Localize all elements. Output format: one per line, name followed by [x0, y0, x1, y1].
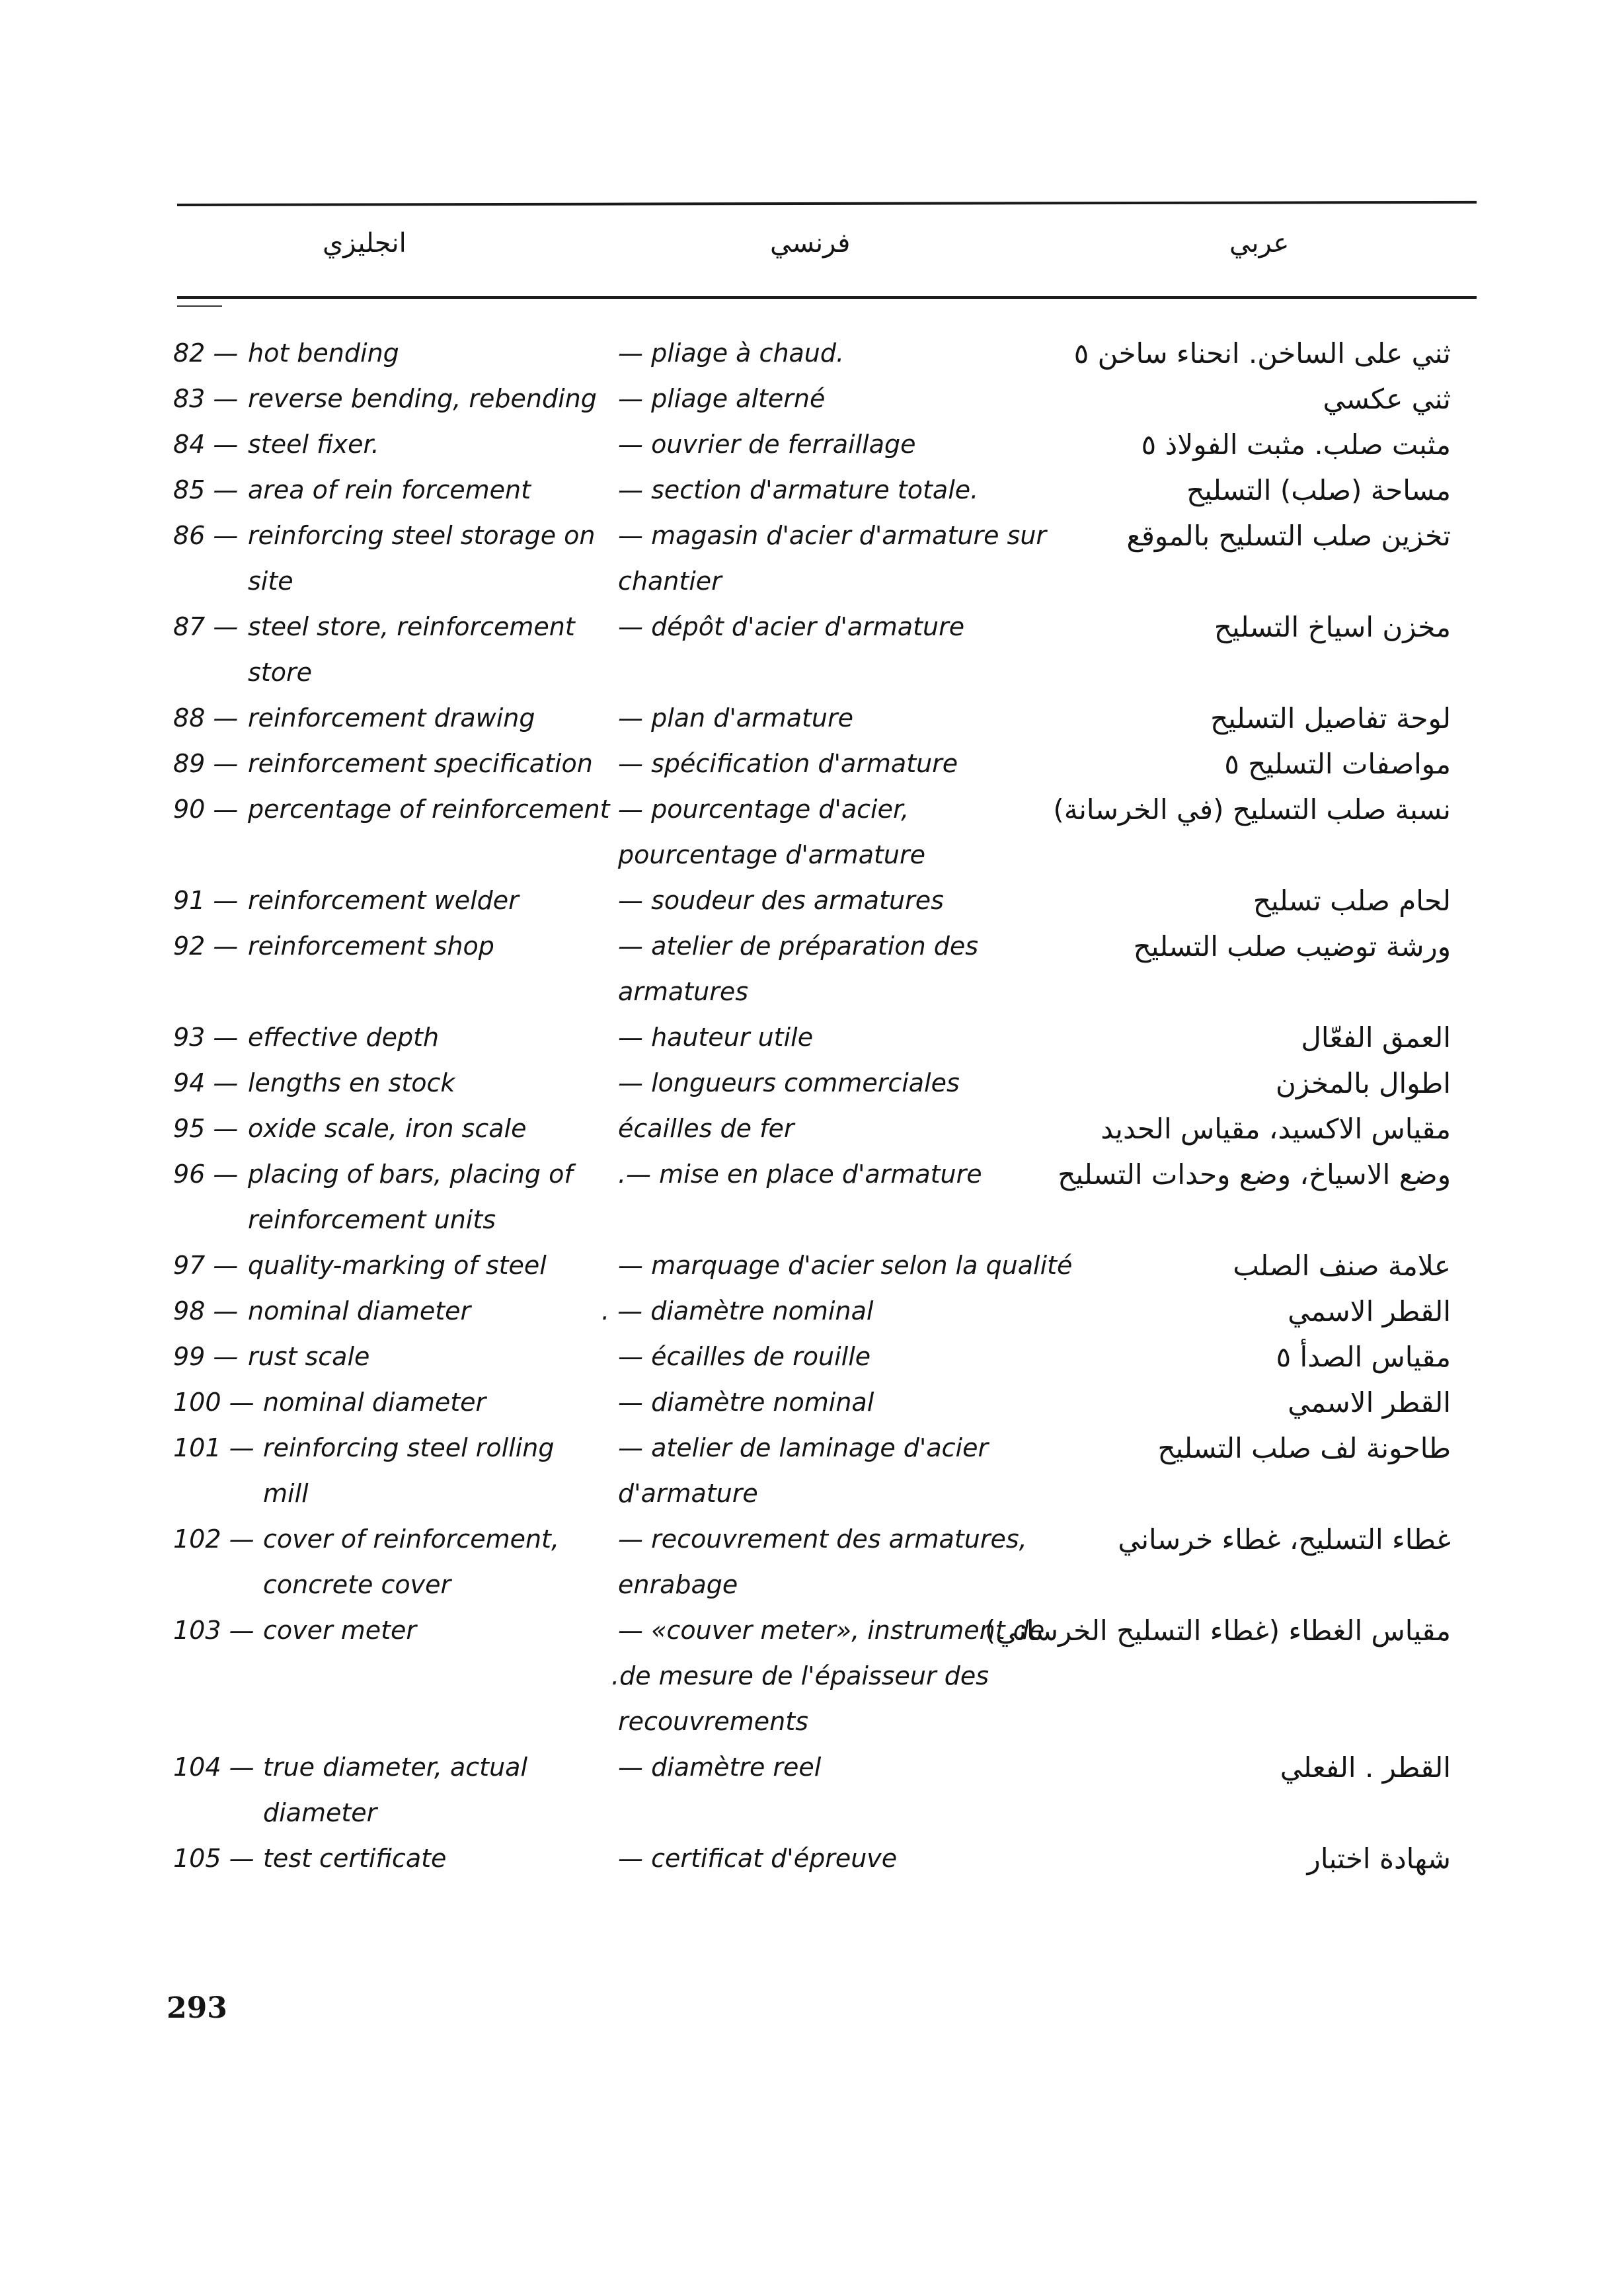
- french-term: — diamètre nominal: [618, 1388, 874, 1417]
- french-term: — certificat d'épreuve: [618, 1844, 898, 1873]
- header-rule: [177, 296, 1477, 299]
- table-row: [0, 513, 1624, 596]
- arabic-term: مقياس الغطاء (غطاء التسليح الخرساني): [984, 1614, 1451, 1647]
- table-row: [0, 1745, 1624, 1827]
- french-term-continued: recouvrements: [618, 1707, 808, 1736]
- english-term: hot bending: [248, 338, 399, 368]
- french-term: — diamètre reel: [618, 1753, 822, 1782]
- table-row: [0, 376, 1624, 422]
- french-term: — atelier de préparation des: [618, 931, 979, 961]
- english-term: cover meter: [263, 1616, 417, 1645]
- english-term: steel store, reinforcement: [248, 612, 575, 641]
- english-term-continued: site: [248, 567, 293, 596]
- french-term: — «couver meter», instrument de: [618, 1616, 1045, 1645]
- english-term: reverse bending, rebending: [248, 384, 597, 413]
- table-row: [0, 695, 1624, 741]
- english-term: lengths en stock: [248, 1068, 455, 1097]
- english-term: area of rein forcement: [248, 475, 531, 504]
- table-row: [0, 422, 1624, 467]
- english-term: percentage of reinforcement: [248, 795, 610, 824]
- header-french: فرنسي: [770, 228, 851, 258]
- entry-number: 105 —: [173, 1844, 254, 1873]
- entry-number: 102 —: [173, 1524, 254, 1554]
- french-term: — écailles de rouille: [618, 1342, 871, 1371]
- entry-number: 101 —: [173, 1433, 254, 1462]
- table-row: [0, 1106, 1624, 1152]
- page-number: 293: [167, 1991, 227, 2025]
- french-term: — magasin d'acier d'armature sur: [618, 521, 1047, 550]
- table-row: [0, 1015, 1624, 1060]
- french-term-continued: chantier: [618, 567, 722, 596]
- english-term: rust scale: [248, 1342, 370, 1371]
- arabic-term: القطر الاسمي: [1288, 1295, 1451, 1327]
- arabic-term: ثني على الساخن. انحناء ساخن ٥: [1073, 337, 1451, 370]
- arabic-term: القطر الاسمي: [1288, 1386, 1451, 1419]
- table-row: [0, 787, 1624, 869]
- french-term: — recouvrement des armatures,: [618, 1524, 1027, 1554]
- french-term: — marquage d'acier selon la qualité: [618, 1251, 1073, 1280]
- french-term-continued: .de mesure de l'épaisseur des: [611, 1661, 989, 1690]
- table-row: [0, 604, 1624, 687]
- arabic-term: مقياس الصدأ ٥: [1276, 1341, 1451, 1373]
- french-term-continued: d'armature: [618, 1479, 758, 1508]
- arabic-term: العمق الفعّال: [1301, 1021, 1451, 1054]
- table-row: [0, 1288, 1624, 1334]
- arabic-term: غطاء التسليح، غطاء خرساني: [1118, 1523, 1451, 1556]
- entry-number: 98 —: [173, 1296, 239, 1326]
- french-term: — pliage alterné: [618, 384, 826, 413]
- arabic-term: مثبت صلب. مثبت الفولاذ ٥: [1141, 428, 1451, 461]
- arabic-term: مواصفات التسليح ٥: [1224, 748, 1451, 780]
- arabic-term: مساحة (صلب) التسليح: [1186, 474, 1451, 506]
- english-term-continued: reinforcement units: [248, 1205, 496, 1234]
- entry-number: 89 —: [173, 749, 239, 778]
- margin-mark: [177, 305, 222, 307]
- entry-number: 93 —: [173, 1023, 239, 1052]
- entry-number: 100 —: [173, 1388, 254, 1417]
- table-row: [0, 1334, 1624, 1380]
- arabic-term: لحام صلب تسليح: [1253, 885, 1451, 917]
- french-term: — atelier de laminage d'acier: [618, 1433, 989, 1462]
- entry-number: 92 —: [173, 931, 239, 961]
- table-row: [0, 741, 1624, 787]
- arabic-term: مقياس الاكسيد، مقياس الحديد: [1101, 1113, 1451, 1145]
- table-row: [0, 1060, 1624, 1106]
- entry-number: 91 —: [173, 886, 239, 915]
- english-term: true diameter, actual: [263, 1753, 528, 1782]
- english-term: test certificate: [263, 1844, 447, 1873]
- english-term: reinforcement shop: [248, 931, 494, 961]
- table-row: [0, 1425, 1624, 1508]
- english-term: reinforcing steel rolling: [263, 1433, 555, 1462]
- arabic-term: القطر . الفعلي: [1280, 1751, 1451, 1784]
- french-term: — spécification d'armature: [618, 749, 958, 778]
- english-term: placing of bars, placing of: [248, 1160, 573, 1189]
- arabic-term: وضع الاسياخ، وضع وحدات التسليح: [1058, 1158, 1451, 1191]
- entry-number: 82 —: [173, 338, 239, 368]
- english-term-continued: store: [248, 658, 312, 687]
- table-row: [0, 924, 1624, 1006]
- arabic-term: ثني عكسي: [1323, 383, 1451, 415]
- french-term: — longueurs commerciales: [618, 1068, 960, 1097]
- entry-number: 88 —: [173, 703, 239, 732]
- arabic-term: تخزين صلب التسليح بالموقع: [1126, 520, 1451, 552]
- arabic-term: شهادة اختبار: [1307, 1842, 1451, 1875]
- arabic-term: نسبة صلب التسليح (في الخرسانة): [1053, 793, 1451, 826]
- arabic-term: لوحة تفاصيل التسليح: [1210, 702, 1451, 734]
- french-term: — plan d'armature: [618, 703, 853, 732]
- english-term: reinforcement welder: [248, 886, 519, 915]
- arabic-term: علامة صنف الصلب: [1233, 1249, 1451, 1282]
- french-term: — soudeur des armatures: [618, 886, 944, 915]
- english-term: cover of reinforcement,: [263, 1524, 560, 1554]
- arabic-term: اطوال بالمخزن: [1275, 1067, 1451, 1099]
- entry-number: 87 —: [173, 612, 239, 641]
- english-term: nominal diameter: [248, 1296, 471, 1326]
- arabic-term: ورشة توضيب صلب التسليح: [1133, 930, 1451, 963]
- header-arabic: عربي: [1229, 228, 1290, 258]
- table-row: [0, 1836, 1624, 1881]
- table-row: [0, 878, 1624, 924]
- english-term-continued: diameter: [263, 1798, 377, 1827]
- english-term: oxide scale, iron scale: [248, 1114, 527, 1143]
- entry-number: 94 —: [173, 1068, 239, 1097]
- table-row: [0, 1380, 1624, 1425]
- entry-number: 84 —: [173, 430, 239, 459]
- french-term: — hauteur utile: [618, 1023, 814, 1052]
- entry-number: 86 —: [173, 521, 239, 550]
- french-term-continued: armatures: [618, 977, 748, 1006]
- french-term: écailles de fer: [618, 1114, 794, 1143]
- header-english: انجليزي: [323, 228, 406, 258]
- entry-number: 97 —: [173, 1251, 239, 1280]
- arabic-term: مخزن اسياخ التسليح: [1214, 611, 1451, 643]
- entry-number: 96 —: [173, 1160, 239, 1189]
- entry-number: 103 —: [173, 1616, 254, 1645]
- entry-number: 104 —: [173, 1753, 254, 1782]
- english-term-continued: mill: [263, 1479, 309, 1508]
- english-term-continued: concrete cover: [263, 1570, 451, 1599]
- french-term: . — diamètre nominal: [601, 1296, 874, 1326]
- english-term: reinforcing steel storage on: [248, 521, 596, 550]
- table-row: [0, 1517, 1624, 1599]
- entry-number: 85 —: [173, 475, 239, 504]
- english-term: quality-marking of steel: [248, 1251, 547, 1280]
- table-row: [0, 331, 1624, 376]
- french-term: — ouvrier de ferraillage: [618, 430, 916, 459]
- french-term: — pliage à chaud.: [618, 338, 845, 368]
- arabic-term: طاحونة لف صلب التسليح: [1157, 1432, 1451, 1464]
- entry-number: 90 —: [173, 795, 239, 824]
- english-term: nominal diameter: [263, 1388, 486, 1417]
- entry-number: 99 —: [173, 1342, 239, 1371]
- top-rule: [177, 201, 1477, 206]
- french-term-continued: enrabage: [618, 1570, 738, 1599]
- table-row: [0, 1243, 1624, 1288]
- french-term: .— mise en place d'armature: [618, 1160, 982, 1189]
- french-term-continued: pourcentage d'armature: [618, 840, 925, 869]
- table-row: [0, 467, 1624, 513]
- english-term: steel fixer.: [248, 430, 379, 459]
- entry-number: 95 —: [173, 1114, 239, 1143]
- french-term: — dépôt d'acier d'armature: [618, 612, 965, 641]
- english-term: effective depth: [248, 1023, 440, 1052]
- table-row: [0, 1608, 1624, 1736]
- english-term: reinforcement specification: [248, 749, 593, 778]
- table-row: [0, 1152, 1624, 1234]
- english-term: reinforcement drawing: [248, 703, 535, 732]
- french-term: — section d'armature totale.: [618, 475, 979, 504]
- french-term: — pourcentage d'acier,: [618, 795, 909, 824]
- entry-number: 83 —: [173, 384, 239, 413]
